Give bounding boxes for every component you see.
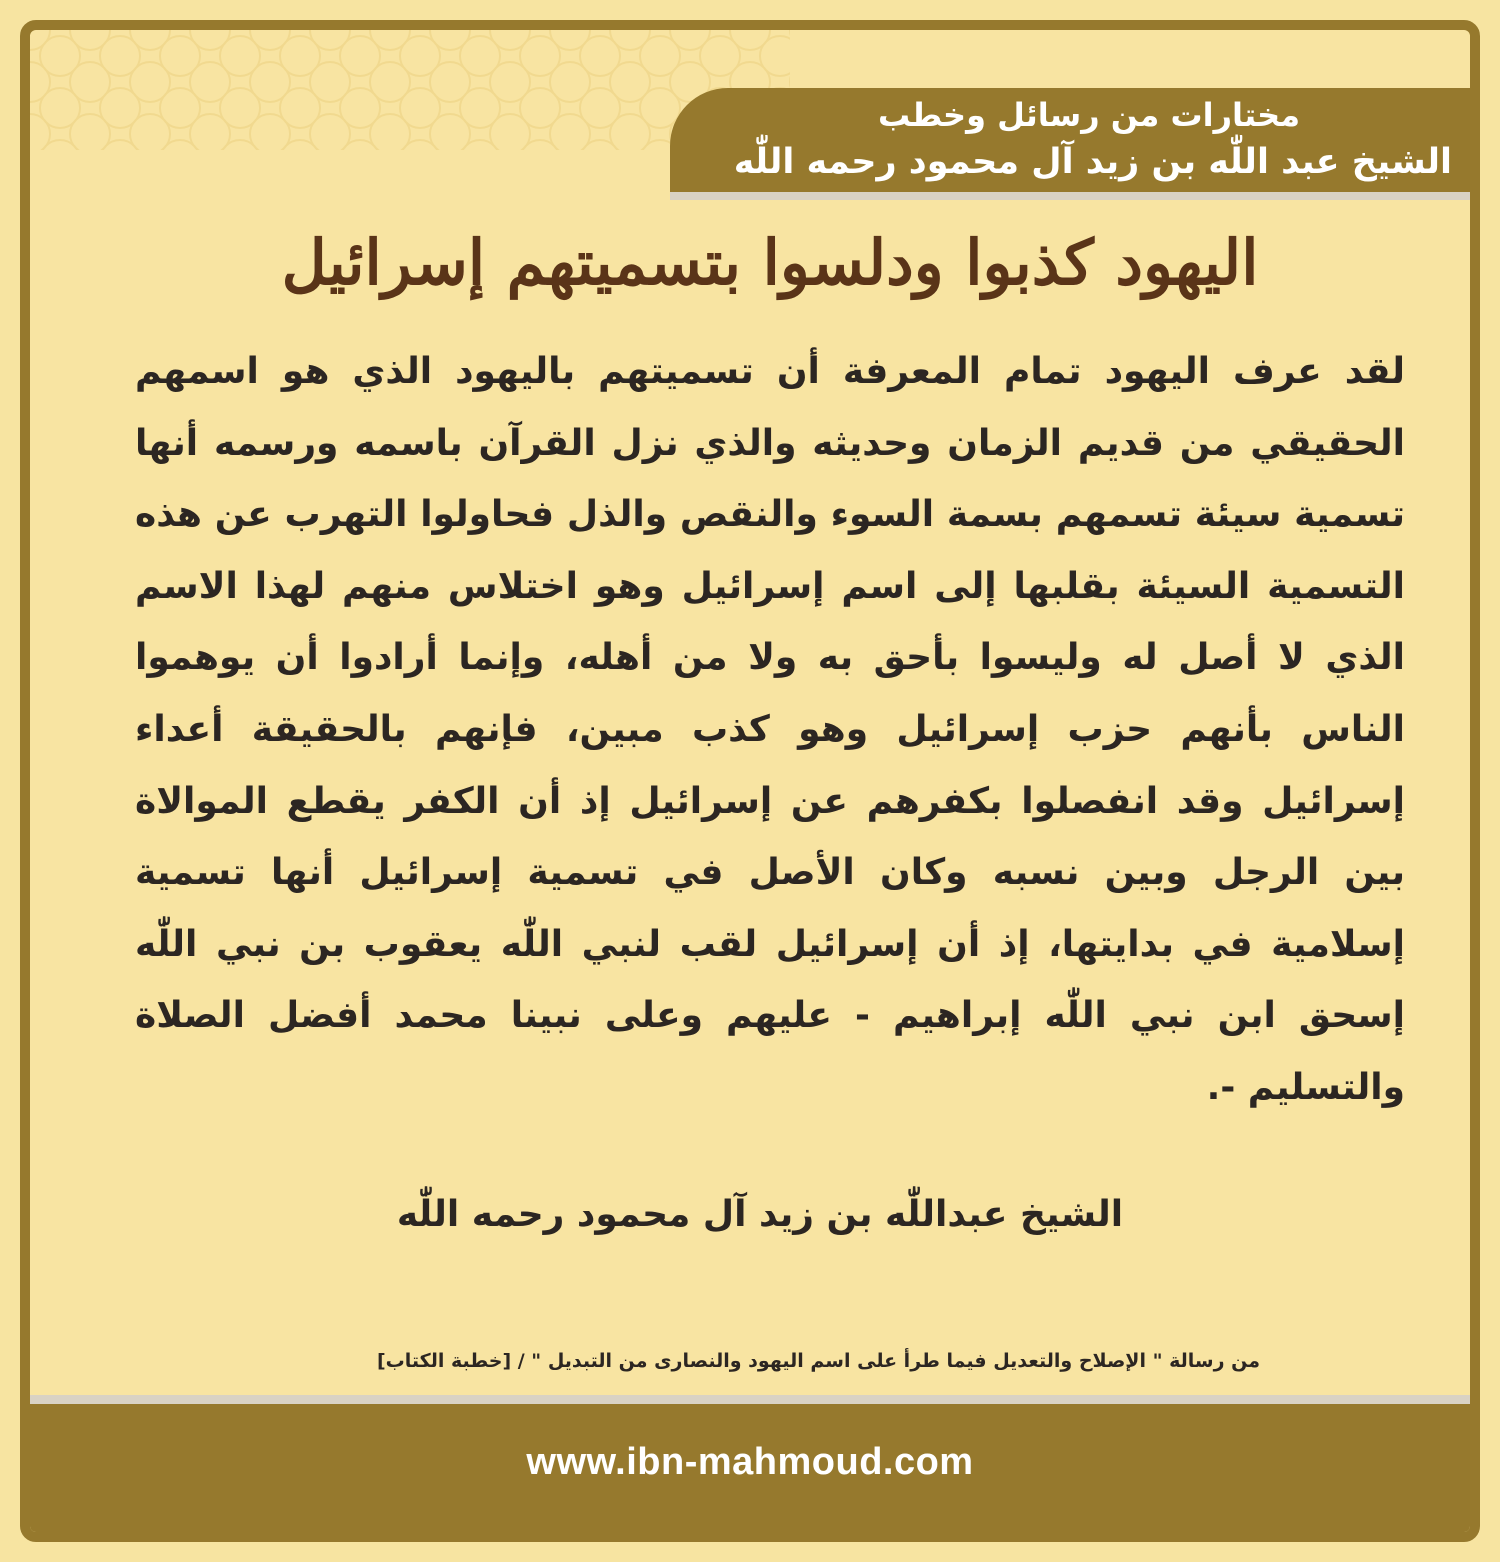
author-signature: الشيخ عبداللّٰه بن زيد آل محمود رحمه اللّٰه (396, 1194, 1124, 1235)
card-frame (20, 20, 1480, 1542)
header-band (670, 88, 1470, 192)
body-paragraph: لقد عرف اليهود تمام المعرفة أن تسميتهم باليهود الذي هو اسمهم الحقيقي من قديم الزمان وحديثه والذي نزل القرآن باسمه ورسمه أنها تسمية سيئة تسمهم بسمة السوء والنقص والذل فحاولوا التهرب عن هذه التسمية السيئة بقلبها إلى اسم إسرائيل وهو اختلاس منهم لهذا الاسم الذي لا أصل له وليسوا بأحق به ولا من أهله، وإنما أرادوا أن يوهموا الناس بأنهم حزب إسرائيل وهو كذب مبين، فإنهم بالحقيقة أعداء إسرائيل وقد انفصلوا بكفرهم عن إسرائيل إذ أن الكفر يقطع الموالاة بين الرجل وبين نسبه وكان الأصل في تسمية إسرائيل أنها تسمية إسلامية في بدايتها، إذ أن إسرائيل لقب لنبي اللّٰه يعقوب بن نبي اللّٰه إسحق ابن نبي اللّٰه إبراهيم - عليهم وعلى نبينا محمد أفضل الصلاة والتسليم -. (135, 351, 1405, 1108)
series-title: مختارات من رسائل وخطب (877, 96, 1300, 134)
source-citation: من رسالة " الإصلاح والتعديل فيما طرأ على اسم اليهود والنصارى من التبديل " / [خطبة الكتاب] (377, 1350, 1260, 1372)
website-url: www.ibn-mahmoud.com (526, 1441, 974, 1483)
footer-band (30, 1404, 1470, 1532)
page-title: اليهود كذبوا ودلسوا بتسميتهم إسرائيل (281, 226, 1259, 299)
series-author: الشيخ عبد اللّٰه بن زيد آل محمود رحمه اللّٰه (733, 142, 1452, 182)
